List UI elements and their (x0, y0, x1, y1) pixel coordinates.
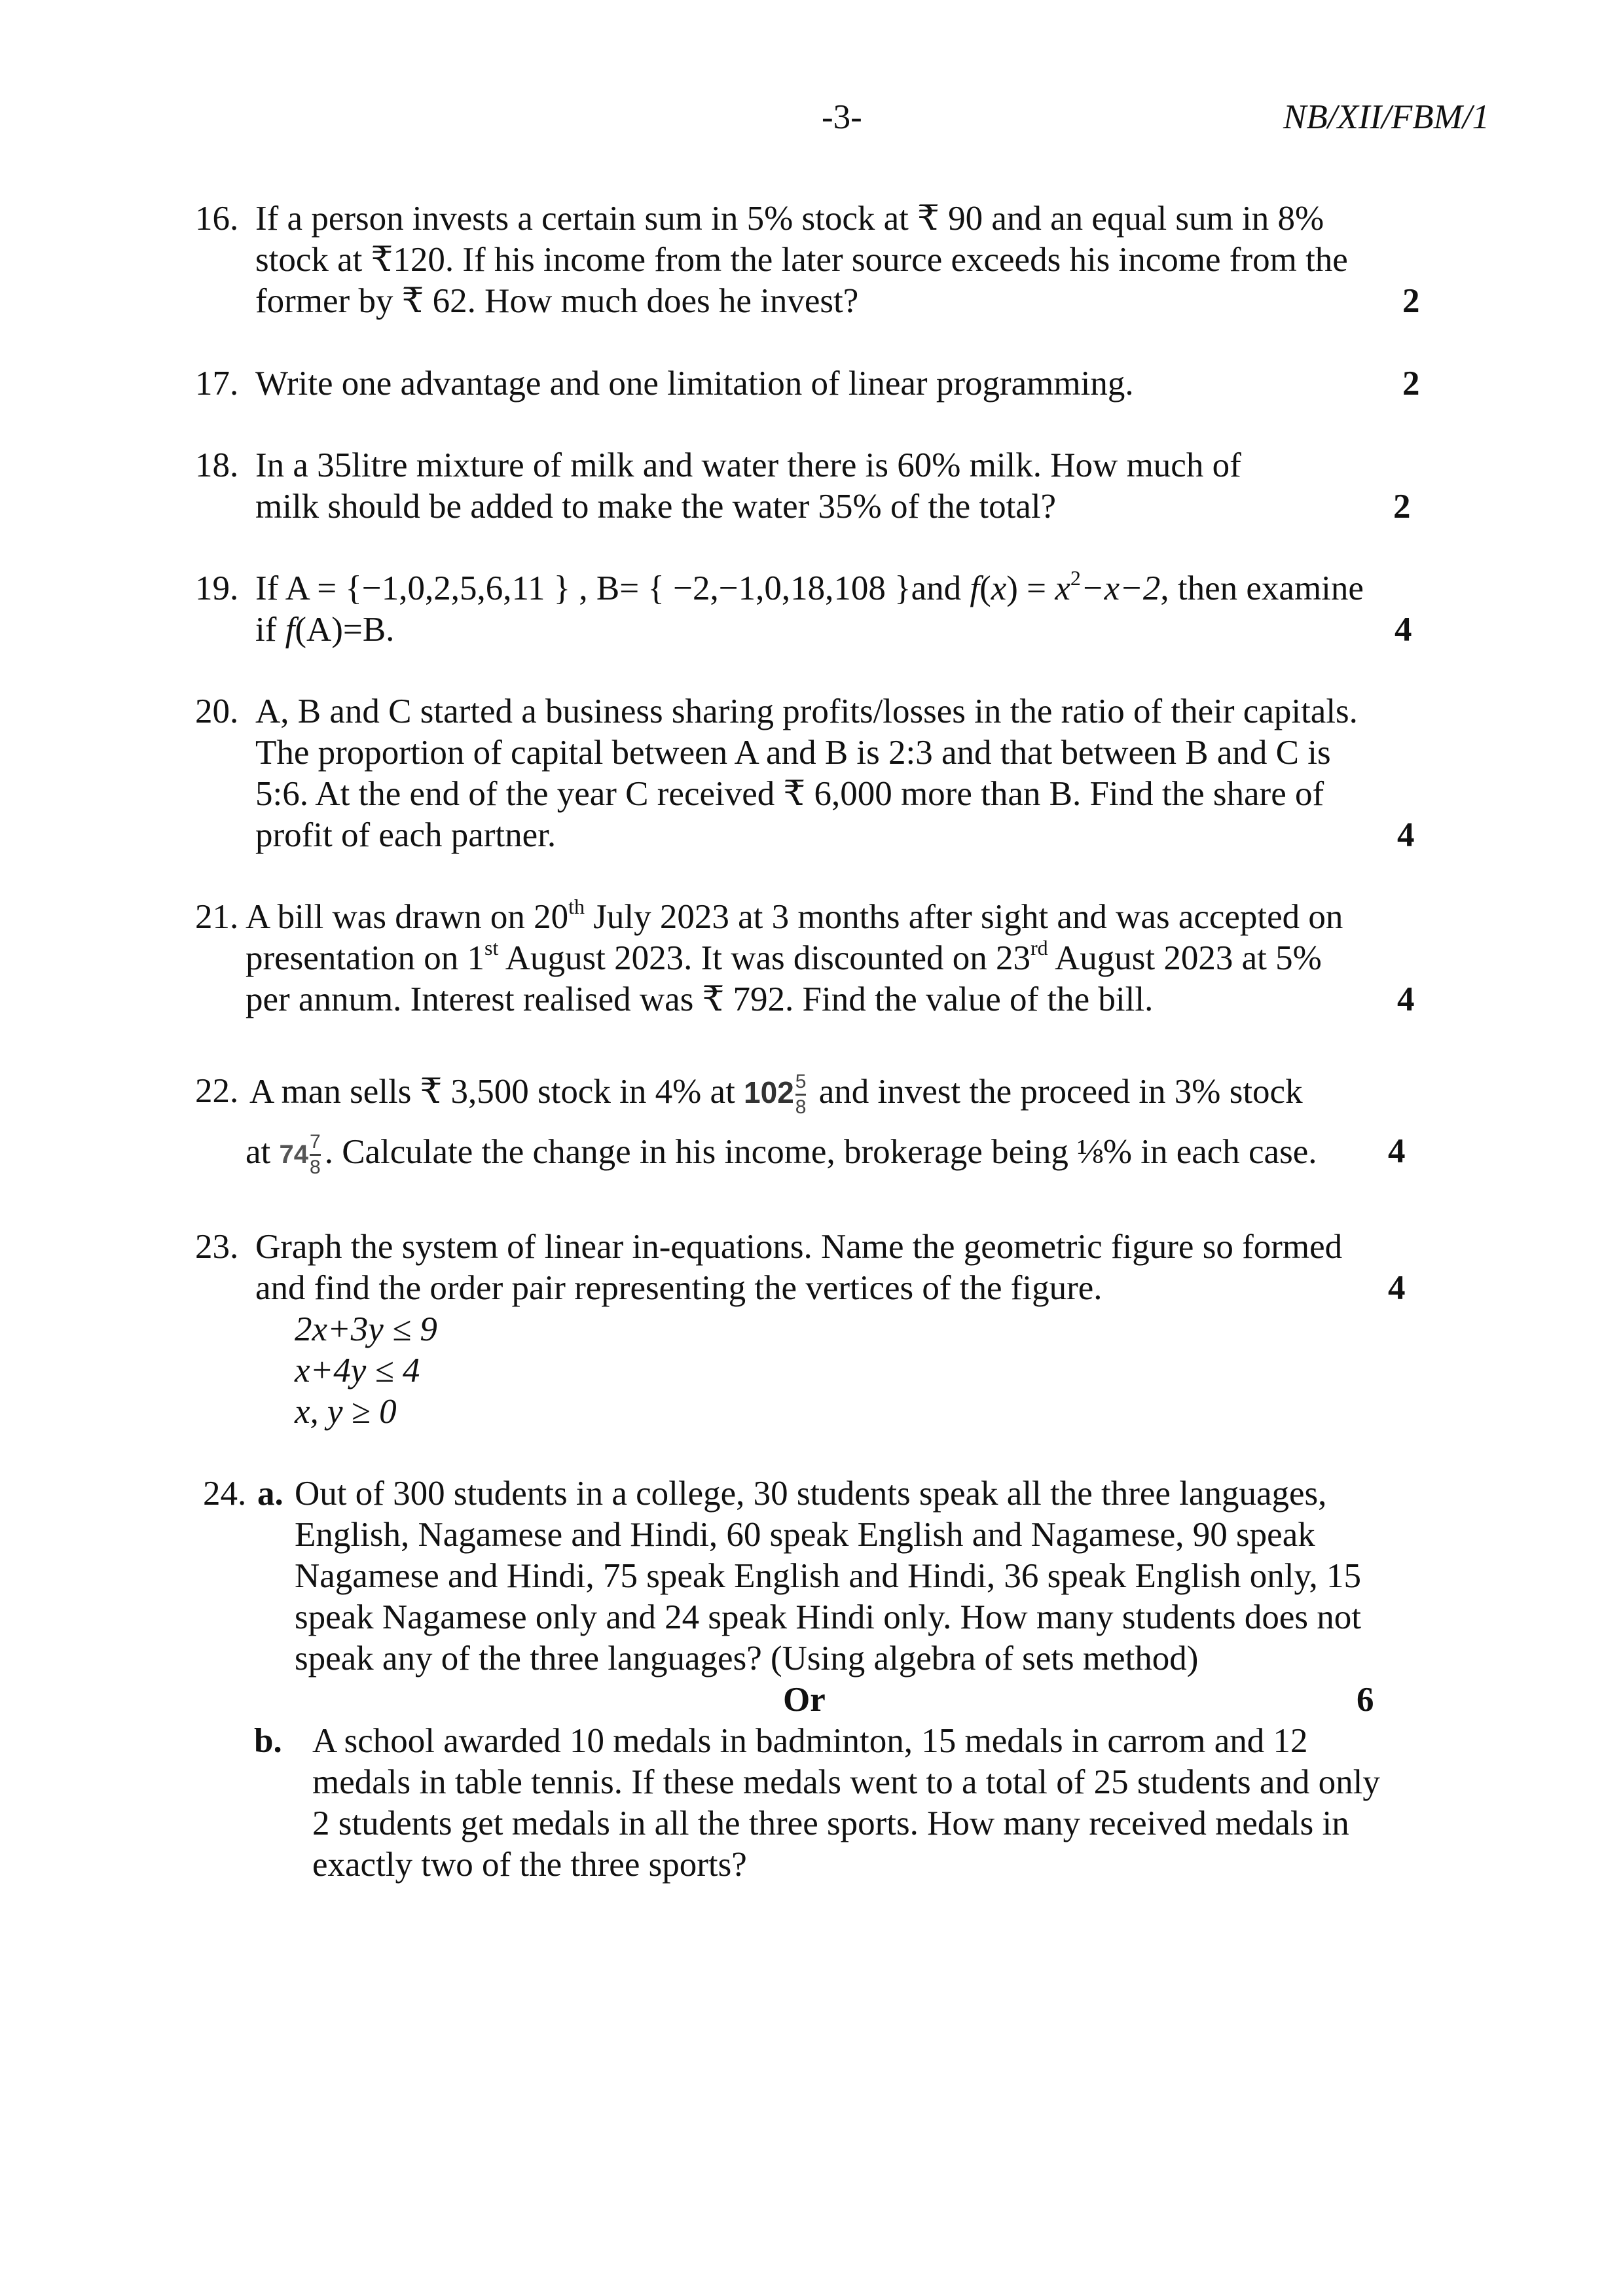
or-separator: Or (783, 1681, 826, 1719)
marks: 6 (1357, 1681, 1374, 1719)
paper-code: NB/XII/FBM/1 (1283, 98, 1489, 136)
question-number: 18. (195, 446, 239, 484)
function-name: f (970, 569, 980, 607)
question-text-line (246, 897, 1343, 938)
marks: 4 (1397, 980, 1415, 1018)
question-number: 16. (195, 200, 239, 238)
text: (A)=B. (295, 611, 395, 649)
question-text-line: 5:6. At the end of the year C received ₹ 6,000 more than B. Find the share of (255, 775, 1324, 813)
text: A man sells ₹ 3,500 stock in 4% at (249, 1073, 744, 1111)
question-text-line: English, Nagamese and Hindi, 60 speak English and Nagamese, 90 speak (295, 1516, 1315, 1554)
question-text-line: stock at ₹120. If his income from the later source exceeds his income from the (255, 241, 1348, 279)
marks: 2 (1393, 488, 1411, 526)
ordinal-suffix: st (484, 936, 499, 960)
question-text-line (255, 568, 1364, 609)
question-text-line: A school awarded 10 medals in badminton, 15 medals in carrom and 12 (312, 1722, 1308, 1760)
question-text-line: milk should be added to make the water 35% of the total? (255, 488, 1057, 526)
inequation: 2x+3y ≤ 9 (295, 1310, 437, 1348)
question-text-line (246, 1119, 1317, 1187)
question-text-line: Graph the system of linear in-equations. Name the geometric figure so formed (255, 1228, 1343, 1266)
question-text-line (246, 938, 1322, 979)
mixed-number-whole: 102 (744, 1075, 794, 1109)
question-text-line: If a person invests a certain sum in 5% stock at ₹ 90 and an equal sum in 8% (255, 200, 1324, 238)
question-text-line: speak Nagamese only and 24 speak Hindi only. How many students does not (295, 1598, 1361, 1636)
question-text-tail: , then examine (1160, 569, 1364, 607)
mixed-number-whole: 74 (279, 1140, 308, 1169)
paren-open: ( (979, 569, 991, 607)
text: if (255, 611, 285, 649)
exponent: 2 (1070, 566, 1081, 590)
ordinal-suffix: rd (1030, 936, 1048, 960)
question-text-line: speak any of the three languages? (Using algebra of sets method) (295, 1640, 1199, 1677)
question-text-line: former by ₹ 62. How much does he invest? (255, 282, 859, 320)
text: July 2023 at 3 months after sight and was accepted on (585, 898, 1343, 936)
question-number: 24. (203, 1475, 247, 1513)
marks: 2 (1402, 365, 1420, 403)
question-number: 20. (195, 692, 239, 730)
variable-x: x (1055, 569, 1070, 607)
expression-tail: −x−2 (1080, 569, 1161, 607)
variable-x: x (991, 569, 1007, 607)
denominator: 8 (795, 1096, 807, 1119)
text: August 2023. It was discounted on 23 (498, 939, 1030, 977)
question-text-line: The proportion of capital between A and B is 2:3 and that between B and C is (255, 734, 1331, 772)
text: and invest the proceed in 3% stock (810, 1073, 1303, 1111)
part-label: b. (254, 1722, 282, 1760)
marks: 4 (1388, 1269, 1406, 1307)
question-text-line: A, B and C started a business sharing profits/losses in the ratio of their capitals. (255, 692, 1358, 730)
question-number: 21. (195, 898, 239, 936)
question-text-line: 2 students get medals in all the three sports. How many received medals in (312, 1804, 1349, 1842)
question-text-line: Nagamese and Hindi, 75 speak English and Hindi, 36 speak English only, 15 (295, 1557, 1361, 1595)
text: at (246, 1133, 280, 1171)
question-text-line: Write one advantage and one limitation of linear programming. (255, 365, 1134, 403)
set-definition: If A = {−1,0,2,5,6,11 } , B= { −2,−1,0,18,108 }and (255, 569, 970, 607)
question-number: 17. (195, 365, 239, 403)
marks: 2 (1402, 282, 1420, 320)
question-text-line (249, 1059, 1303, 1125)
numerator: 5 (795, 1071, 807, 1093)
page-number: -3- (822, 98, 862, 136)
question-text-line: exactly two of the three sports? (312, 1846, 747, 1884)
question-text-line: and find the order pair representing the vertices of the figure. (255, 1269, 1103, 1307)
marks: 4 (1397, 816, 1415, 854)
function-name: f (285, 611, 295, 649)
question-number: 23. (195, 1228, 239, 1266)
question-text-line: In a 35litre mixture of milk and water there is 60% milk. How much of (255, 446, 1241, 484)
fraction-bar (310, 1154, 321, 1156)
denominator: 8 (310, 1157, 321, 1179)
text: presentation on 1 (246, 939, 485, 977)
fraction (310, 1132, 321, 1178)
fraction (795, 1071, 807, 1118)
question-text-line: profit of each partner. (255, 816, 556, 854)
text: . Calculate the change in his income, brokerage being ⅛% in each case. (324, 1133, 1317, 1171)
question-number: 19. (195, 569, 239, 607)
text: A bill was drawn on 20 (246, 898, 569, 936)
equals: ) = (1006, 569, 1055, 607)
question-text-line: medals in table tennis. If these medals went to a total of 25 students and only (312, 1763, 1380, 1801)
question-text-line (255, 609, 394, 651)
question-text-line: per annum. Interest realised was ₹ 792. Find the value of the bill. (246, 980, 1154, 1018)
text: August 2023 at 5% (1048, 939, 1322, 977)
fraction-bar (795, 1094, 807, 1096)
ordinal-suffix: th (568, 895, 585, 918)
numerator: 7 (310, 1131, 321, 1153)
part-label: a. (257, 1475, 283, 1513)
inequation: x, y ≥ 0 (295, 1393, 397, 1431)
marks: 4 (1388, 1132, 1406, 1170)
question-number: 22. (195, 1072, 239, 1110)
marks: 4 (1395, 611, 1412, 649)
question-text-line: Out of 300 students in a college, 30 students speak all the three languages, (295, 1475, 1327, 1513)
inequation: x+4y ≤ 4 (295, 1352, 420, 1390)
